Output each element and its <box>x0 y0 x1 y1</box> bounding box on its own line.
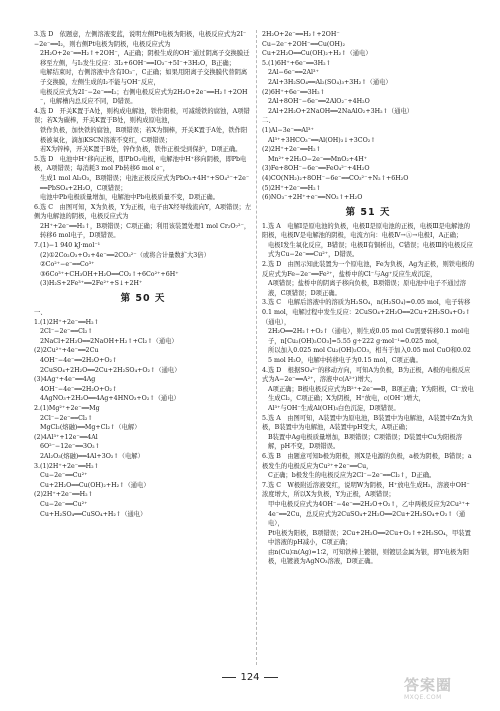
answer-line: 7.选 C W极附近溶液变红，说明W为阴极，H⁺放电生成H₂，溶液中OH⁻浓度增大，所以X为负极，Y为正极，A项错误； <box>262 481 470 499</box>
equation-line: 1.(1)2H⁺+2e⁻══H₂↑ <box>34 318 99 326</box>
watermark-logo <box>404 676 490 706</box>
answer-line: Al³⁺与OH⁻生成Al(OH)₃白色沉淀，D项错误。 <box>268 404 400 412</box>
equation-line: Mn²⁺+2H₂O−2e⁻══MnO₂+4H⁺ <box>268 155 368 163</box>
section-subhead: 一、 <box>34 309 47 317</box>
left-column <box>34 30 252 665</box>
watermark-text: 答案圈 <box>404 676 453 694</box>
answer-line: 2H⁺+2e⁻══H₂↑，B项错误；C项正确；利用该装置处理1 mol Cr₂O₇²⁻，转移6 mol电子，D项错误。 <box>40 222 251 240</box>
equation-line: Cu−2e⁻══Cu²⁺ <box>40 500 88 508</box>
answer-line: 3.选 D 依题意，左侧溶液变蓝，说明左侧Pt电极为阳极，电极反应式为2I⁻−2e⁻══I₂，则右侧Pt电极为阴极，电极反应式为 <box>34 31 247 48</box>
answer-line: A项错误；盐桥中的阴离子移向负极，B项错误；原电池中电子不通过溶液，C项错误；D项正确。 <box>268 280 467 297</box>
equation-line: (2)2H⁺+2e⁻══H₂↑ <box>262 146 321 154</box>
equation-line: 2CuSO₄+2H₂O══2Cu+2H₂SO₄+O₂↑（通电） <box>40 366 181 374</box>
right-column <box>262 30 474 665</box>
answer-line: ③6Co³⁺+CH₃OH+H₂O══CO₂↑+6Co²⁺+6H⁺ <box>40 270 179 278</box>
equation-line: 2Al+3H₂SO₄══Al₂(SO₄)₃+3H₂↑（通电） <box>268 78 392 86</box>
answer-line: ②Co²⁺−e⁻══Co³⁺ <box>40 261 95 269</box>
footer-dash-left <box>222 677 236 678</box>
equation-line: Cu−2e⁻+2OH⁻══Cu(OH)₂ <box>262 40 346 48</box>
section-subhead: 二、 <box>262 117 275 125</box>
equation-line: 2Al₂O₃(熔融)══4Al+3O₂↑（电解） <box>40 452 144 460</box>
answer-line: 5.选 A 由图可知，A装置中为原电池，B装置中为电解池，A装置中Zn为负极，B装置中为电解池，A装置中pH变大，A项正确； <box>262 414 474 432</box>
answer-line: 5.选 D 电池中H⁺移向正极，即PbO₂电极，电解池中H⁺移向阴极，即Pb电极，A项错误；每消耗3 mol Pb转移6 mol e⁻， <box>34 155 247 173</box>
equation-line: 2H₂O+2e⁻══H₂↑+2OH⁻ <box>262 31 340 38</box>
equation-line: 2Al−6e⁻══2Al³⁺ <box>268 69 319 77</box>
answer-line: 4.选 D 开关K置于A处，则构成电解池，铁作阳极，可减缓铁的腐蚀，A项错误；若X为碳棒，开关K置于B处，则构成原电池， <box>34 107 250 125</box>
equation-line: 2Cl⁻−2e⁻══Cl₂↑ <box>40 328 93 336</box>
equation-line: (6)NO₃⁻+2H⁺+e⁻══NO₂↑+H₂O <box>262 194 363 202</box>
equation-line: 4OH⁻−4e⁻══2H₂O+O₂↑ <box>40 385 118 393</box>
answer-line: 2H₂O══2H₂↑+O₂↑（通电），则生成0.05 mol Cu需要转移0.1 mol电子，n[Cu₂(OH)₂CO₃]=5.55 g÷222 g·mol⁻¹=0.025 mol， <box>268 328 470 345</box>
answer-line: B装置中Ag电极质量增加，B项错误；C项错误；D装置中Cu为阳极溶解，pH不变，D项错误。 <box>268 433 462 451</box>
equation-line: Cu−2e⁻══Cu²⁺ <box>40 472 88 480</box>
answer-line: 电解结束时，右侧溶液中含有IO₃⁻，C正确；如果用阳离子交换膜代替阴离子交换膜，左侧生成的I₂不能与OH⁻反应， <box>40 69 248 86</box>
equation-line: (3)4Ag⁺+4e⁻══4Ag <box>34 376 96 384</box>
equation-line: 2.(1)Mg²⁺+2e⁻══Mg <box>34 404 100 412</box>
answer-line: 若X为锌棒，开关K置于B处，锌作负极，铁作正极受到保护，D项正确。 <box>40 146 242 154</box>
answer-line: 所以加入0.025 mol Cu₂(OH)₂CO₃，相当于加入0.05 mol CuO和0.025 mol H₂O，电解中转移电子为0.15 mol，C项正确。 <box>268 347 471 364</box>
section-title-day-51: 第 51 天 <box>345 206 391 218</box>
equation-line: (1)Al−3e⁻══Al³⁺ <box>262 126 314 134</box>
equation-line: (2)4Al³⁺+12e⁻══4Al <box>34 433 98 441</box>
equation-line: MgCl₂(熔融)══Mg+Cl₂↑（电解） <box>40 424 141 432</box>
equation-line: (2)2H⁺+2e⁻══H₂↑ <box>34 491 93 499</box>
equation-line: 4OH⁻−4e⁻══2H₂O+O₂↑ <box>40 357 118 364</box>
answer-line: 电极反应式为2I⁻−2e⁻══I₂；右侧电极反应式为2H₂O+2e⁻══H₂↑+2OH⁻，电解槽内总反应不同，D错误。 <box>40 88 248 106</box>
answer-line: 生成1 mol Al₂O₃，B项错误；电池正极反应式为PbO₂+4H⁺+SO₄²⁻+2e⁻══PbSO₄+2H₂O，C项错误； <box>40 174 250 192</box>
answer-line: (2)①2Co₂O₃+O₂+4e⁻══2CO₃²⁻（或将合计量数扩大3倍） <box>40 251 210 259</box>
column-divider <box>256 30 257 665</box>
equation-line: 3.(1)2H⁺+2e⁻══H₂↑ <box>34 462 99 470</box>
equation-line: 2Al+8OH⁻−6e⁻══2AlO₂⁻+4H₂O <box>268 98 370 106</box>
answer-line: 甲中电极反应式为4OH⁻−4e⁻══2H₂O+O₂↑，乙中两极反应为2Cu²⁺+4e⁻══2Cu，总反应式为2CuSO₄+2H₂O══2Cu+2H₂SO₄+O₂↑（通电）， <box>268 500 471 528</box>
watermark-url: MXQE.COM <box>404 694 442 701</box>
answer-line: A项正确；B极电极反应式为B²⁺+2e⁻══B，B项正确；Y为阳极，Cl⁻放电生成Cl₂，C项正确；X为阴极，H⁺放电，c(OH⁻)增大， <box>268 385 474 403</box>
answer-line: 2.选 D 由图示知此装置为一个原电池，Fe为负极，Ag为正极，则铁电极的反应式为Fe−2e⁻══Fe²⁺，盐桥中的Cl⁻与Ag⁺反应生成沉淀， <box>262 261 474 278</box>
equation-line: 4AgNO₃+2H₂O══4Ag+4HNO₃+O₂↑（通电） <box>40 395 180 403</box>
page-number: 124 <box>240 672 260 683</box>
answer-line: 6.选 C 由图可知，X为负极，Y为正极，电子由X经导线流向Y，A项错误；左侧为电解池的阴极，电极反应式为 <box>34 203 252 221</box>
equation-line: (2)2Cu²⁺+4e⁻══2Cu <box>34 347 99 355</box>
answer-line: 铁作负极，加快铁的腐蚀，B项错误；若X为铜棒，开关K置于A处，铁作阳极被氧化，滴加KSCN溶液不变红，C项错误； <box>40 126 248 144</box>
footer-dash-right <box>264 677 278 678</box>
equation-line: (3)Fe+8OH⁻−6e⁻══FeO₄²⁻+4H₂O <box>262 165 370 173</box>
section-title-day-50: 第 50 天 <box>120 293 166 305</box>
answer-line: 7.(1)−1 940 kJ·mol⁻¹ <box>34 242 101 250</box>
answer-line: 2H₂O+2e⁻══H₂↑+2OH⁻，A正确；阴极生成的OH⁻通过阴离子交换膜迁移至左侧，与I₂发生反应：3I₂+6OH⁻══IO₃⁻+5I⁻+3H₂O，B正确； <box>40 50 250 67</box>
answer-line: 3.选 C 电解后溶液中的溶质为H₂SO₄，n(H₂SO₄)=0.05 mol，电子转移0.1 mol，电解过程中发生反应：2CuSO₄+2H₂O══2Cu+2H₂SO₄+O₂↑（通电）， <box>262 299 471 326</box>
equation-line: Cu+2H₂O══Cu(OH)₂+H₂↑（通电） <box>262 50 372 58</box>
answer-line: 1.选 A 电解Ⅰ是原电池的负极，电极Ⅱ是原电池的正极，电极Ⅲ是电解池的阳极，电极Ⅳ是电解池的阴极，电流方向：电极Ⅳ→Ⓐ→电极Ⅰ，A正确； <box>262 222 471 240</box>
equation-line: 6O²⁻−12e⁻══3O₂↑ <box>40 443 100 451</box>
equation-line: (4)CO(NH₂)₂+8OH⁻−6e⁻══CO₃²⁻+N₂↑+6H₂O <box>262 174 409 182</box>
equation-line: 2NaCl+2H₂O══2NaOH+H₂↑+Cl₂↑（通电） <box>40 337 178 345</box>
equation-line: 5.(1)6H⁺+6e⁻══3H₂↑ <box>262 59 331 67</box>
equation-line: 2Al+2H₂O+2NaOH══2NaAlO₂+3H₂↑（通电） <box>268 107 414 115</box>
answer-line: 电池中Pb电极质量增加，电解池中Pb电极质量不变，D项正确。 <box>40 194 220 202</box>
equation-line: 2Cl⁻−2e⁻══Cl₂↑ <box>40 414 93 422</box>
answer-line: 电极Ⅰ发生氧化反应，B错误；电极Ⅱ有铜析出，C错误；电极Ⅲ的电极反应式为Cu−2e⁻══Cu²⁺，D错误。 <box>268 241 473 259</box>
equation-line: (2)6H⁺+6e⁻══3H₂↑ <box>262 88 325 96</box>
answer-line: C正确；b极发生的电极反应为2Cl⁻−2e⁻══Cl₂↑，D正确。 <box>268 472 436 480</box>
answer-line: Pt电极为阳极，B项错误；2Cu+2H₂O══2Cu+O₂↑+2H₂SO₄，甲装置中溶液的pH减小，C项正确； <box>268 529 471 547</box>
equation-line: Al³⁺+3HCO₃⁻══Al(OH)₃↓+3CO₂↑ <box>268 136 376 144</box>
answer-line: 6.选 B 由题意可知b极为阳极，则X是电源的负极，a极为阴极，B错误；a极发生的电极反应为Cu²⁺+2e⁻══Cu， <box>262 452 472 470</box>
answer-line: 由n(Cu)∶n(Ag)=1∶2，可知铁棒上镀银，则镀层金属为银，即Y电极为阳极，电镀液为AgNO₃溶液，D项正确。 <box>268 548 469 566</box>
equation-line: Cu+H₂SO₄══CuSO₄+H₂↑（通电） <box>40 510 147 518</box>
equation-line: (5)2H⁺+2e⁻══H₂↑ <box>262 184 321 192</box>
answer-line: (3)H₂S+2Fe³⁺══2Fe²⁺+S↓+2H⁺ <box>40 280 143 288</box>
answer-line: 4.选 D 根据SO₄²⁻的移动方向，可知A为负极，B为正极，A极的电极反应式为A−2e⁻══A²⁺，溶液中c(A²⁺)增大， <box>262 366 471 384</box>
equation-line: Cu+2H₂O══Cu(OH)₂+H₂↑（通电） <box>40 481 150 489</box>
